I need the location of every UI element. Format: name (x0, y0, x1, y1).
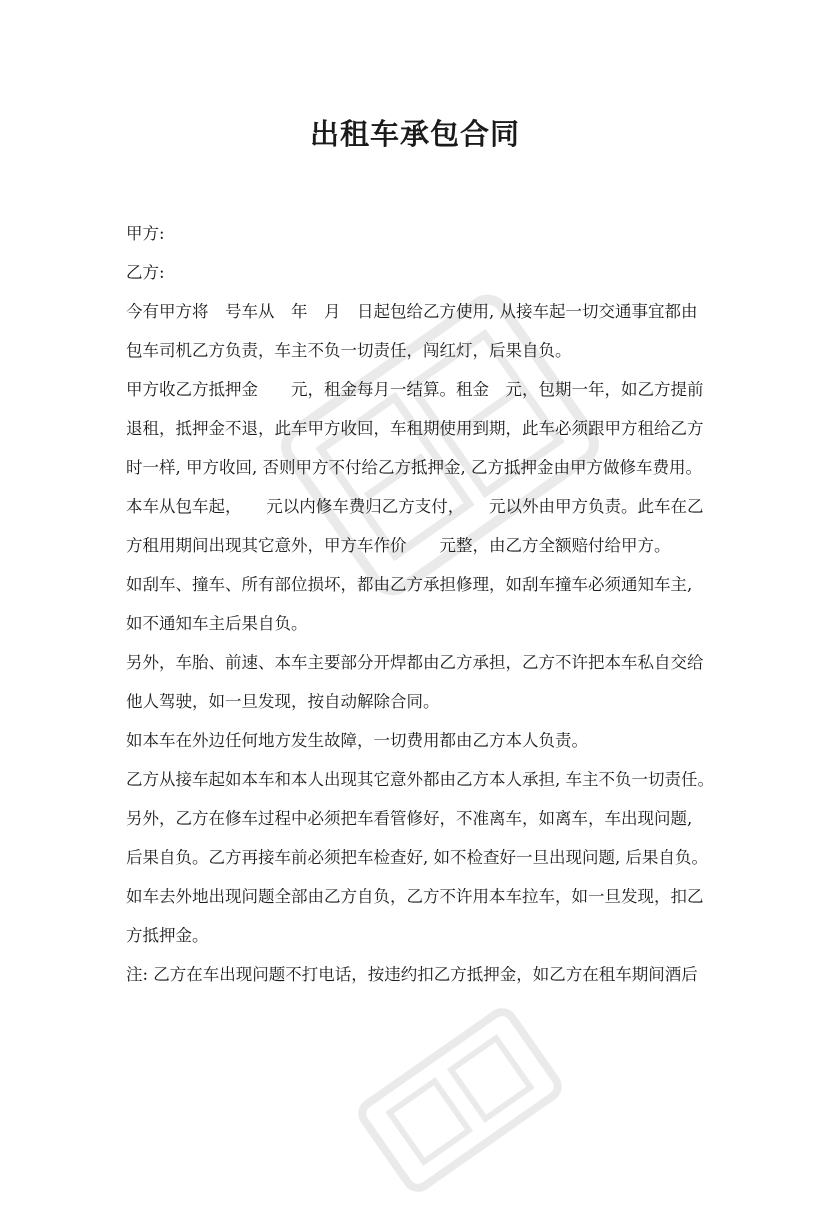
paragraph-line: 退租，抵押金不退，此车甲方收回，车租期使用到期，此车必须跟甲方租给乙方 (126, 419, 704, 438)
paragraph-line: 他人驾驶，如一旦发现，按自动解除合同。 (126, 692, 440, 711)
paragraph-line: 乙方从接车起如本车和本人出现其它意外都由乙方本人承担, 车主不负一切责任。 (126, 770, 714, 789)
paragraph-line: 今有甲方将 号车从 年 月 日起包给乙方使用, 从接车起一切交通事宜都由 (126, 302, 698, 321)
paragraph-line: 另外，车胎、前速、本车主要部分开焊都由乙方承担，乙方不许把本车私自交给 (126, 653, 704, 672)
paragraph-line: 时一样, 甲方收回, 否则甲方不付给乙方抵押金, 乙方抵押金由甲方做修车费用。 (126, 458, 702, 477)
watermark-logo-bottom (344, 993, 577, 1206)
paragraph-line: 方抵押金。 (126, 926, 209, 945)
paragraph-line: 如不通知车主后果自负。 (126, 614, 308, 633)
paragraph-line: 包车司机乙方负责，车主不负一切责任，闯红灯，后果自负。 (126, 341, 572, 360)
paragraph-line: 另外，乙方在修车过程中必须把车看管修好，不准离车，如离车，车出现问题, (126, 809, 693, 828)
paragraph-line: 甲方收乙方抵押金 元，租金每月一结算。租金 元，包期一年，如乙方提前 (126, 380, 704, 399)
document-title: 出租车承包合同 (309, 117, 520, 151)
paragraph-line: 如本车在外边任何地方发生故障，一切费用都由乙方本人负责。 (126, 731, 588, 750)
contract-body (126, 214, 726, 994)
paragraph-line: 方租用期间出现其它意外，甲方车作价 元整，由乙方全额赔付给甲方。 (126, 536, 671, 555)
paragraph-line: 本车从包车起， 元以内修车费归乙方支付， 元以外由甲方负责。此车在乙 (126, 497, 704, 516)
party-b-line: 乙方: (126, 263, 165, 282)
paragraph-line: 如刮车、撞车、所有部位损坏，都由乙方承担修理，如刮车撞车必须通知车主, (126, 575, 693, 594)
paragraph-line: 后果自负。乙方再接车前必须把车检查好, 如不检查好一旦出现问题, 后果自负。 (126, 848, 708, 867)
note-line: 注: 乙方在车出现问题不打电话，按违约扣乙方抵押金，如乙方在租车期间酒后 (126, 965, 698, 984)
paragraph-line: 如车去外地出现问题全部由乙方自负，乙方不许用本车拉车，如一旦发现，扣乙 (126, 887, 704, 906)
party-a-line: 甲方: (126, 224, 165, 243)
